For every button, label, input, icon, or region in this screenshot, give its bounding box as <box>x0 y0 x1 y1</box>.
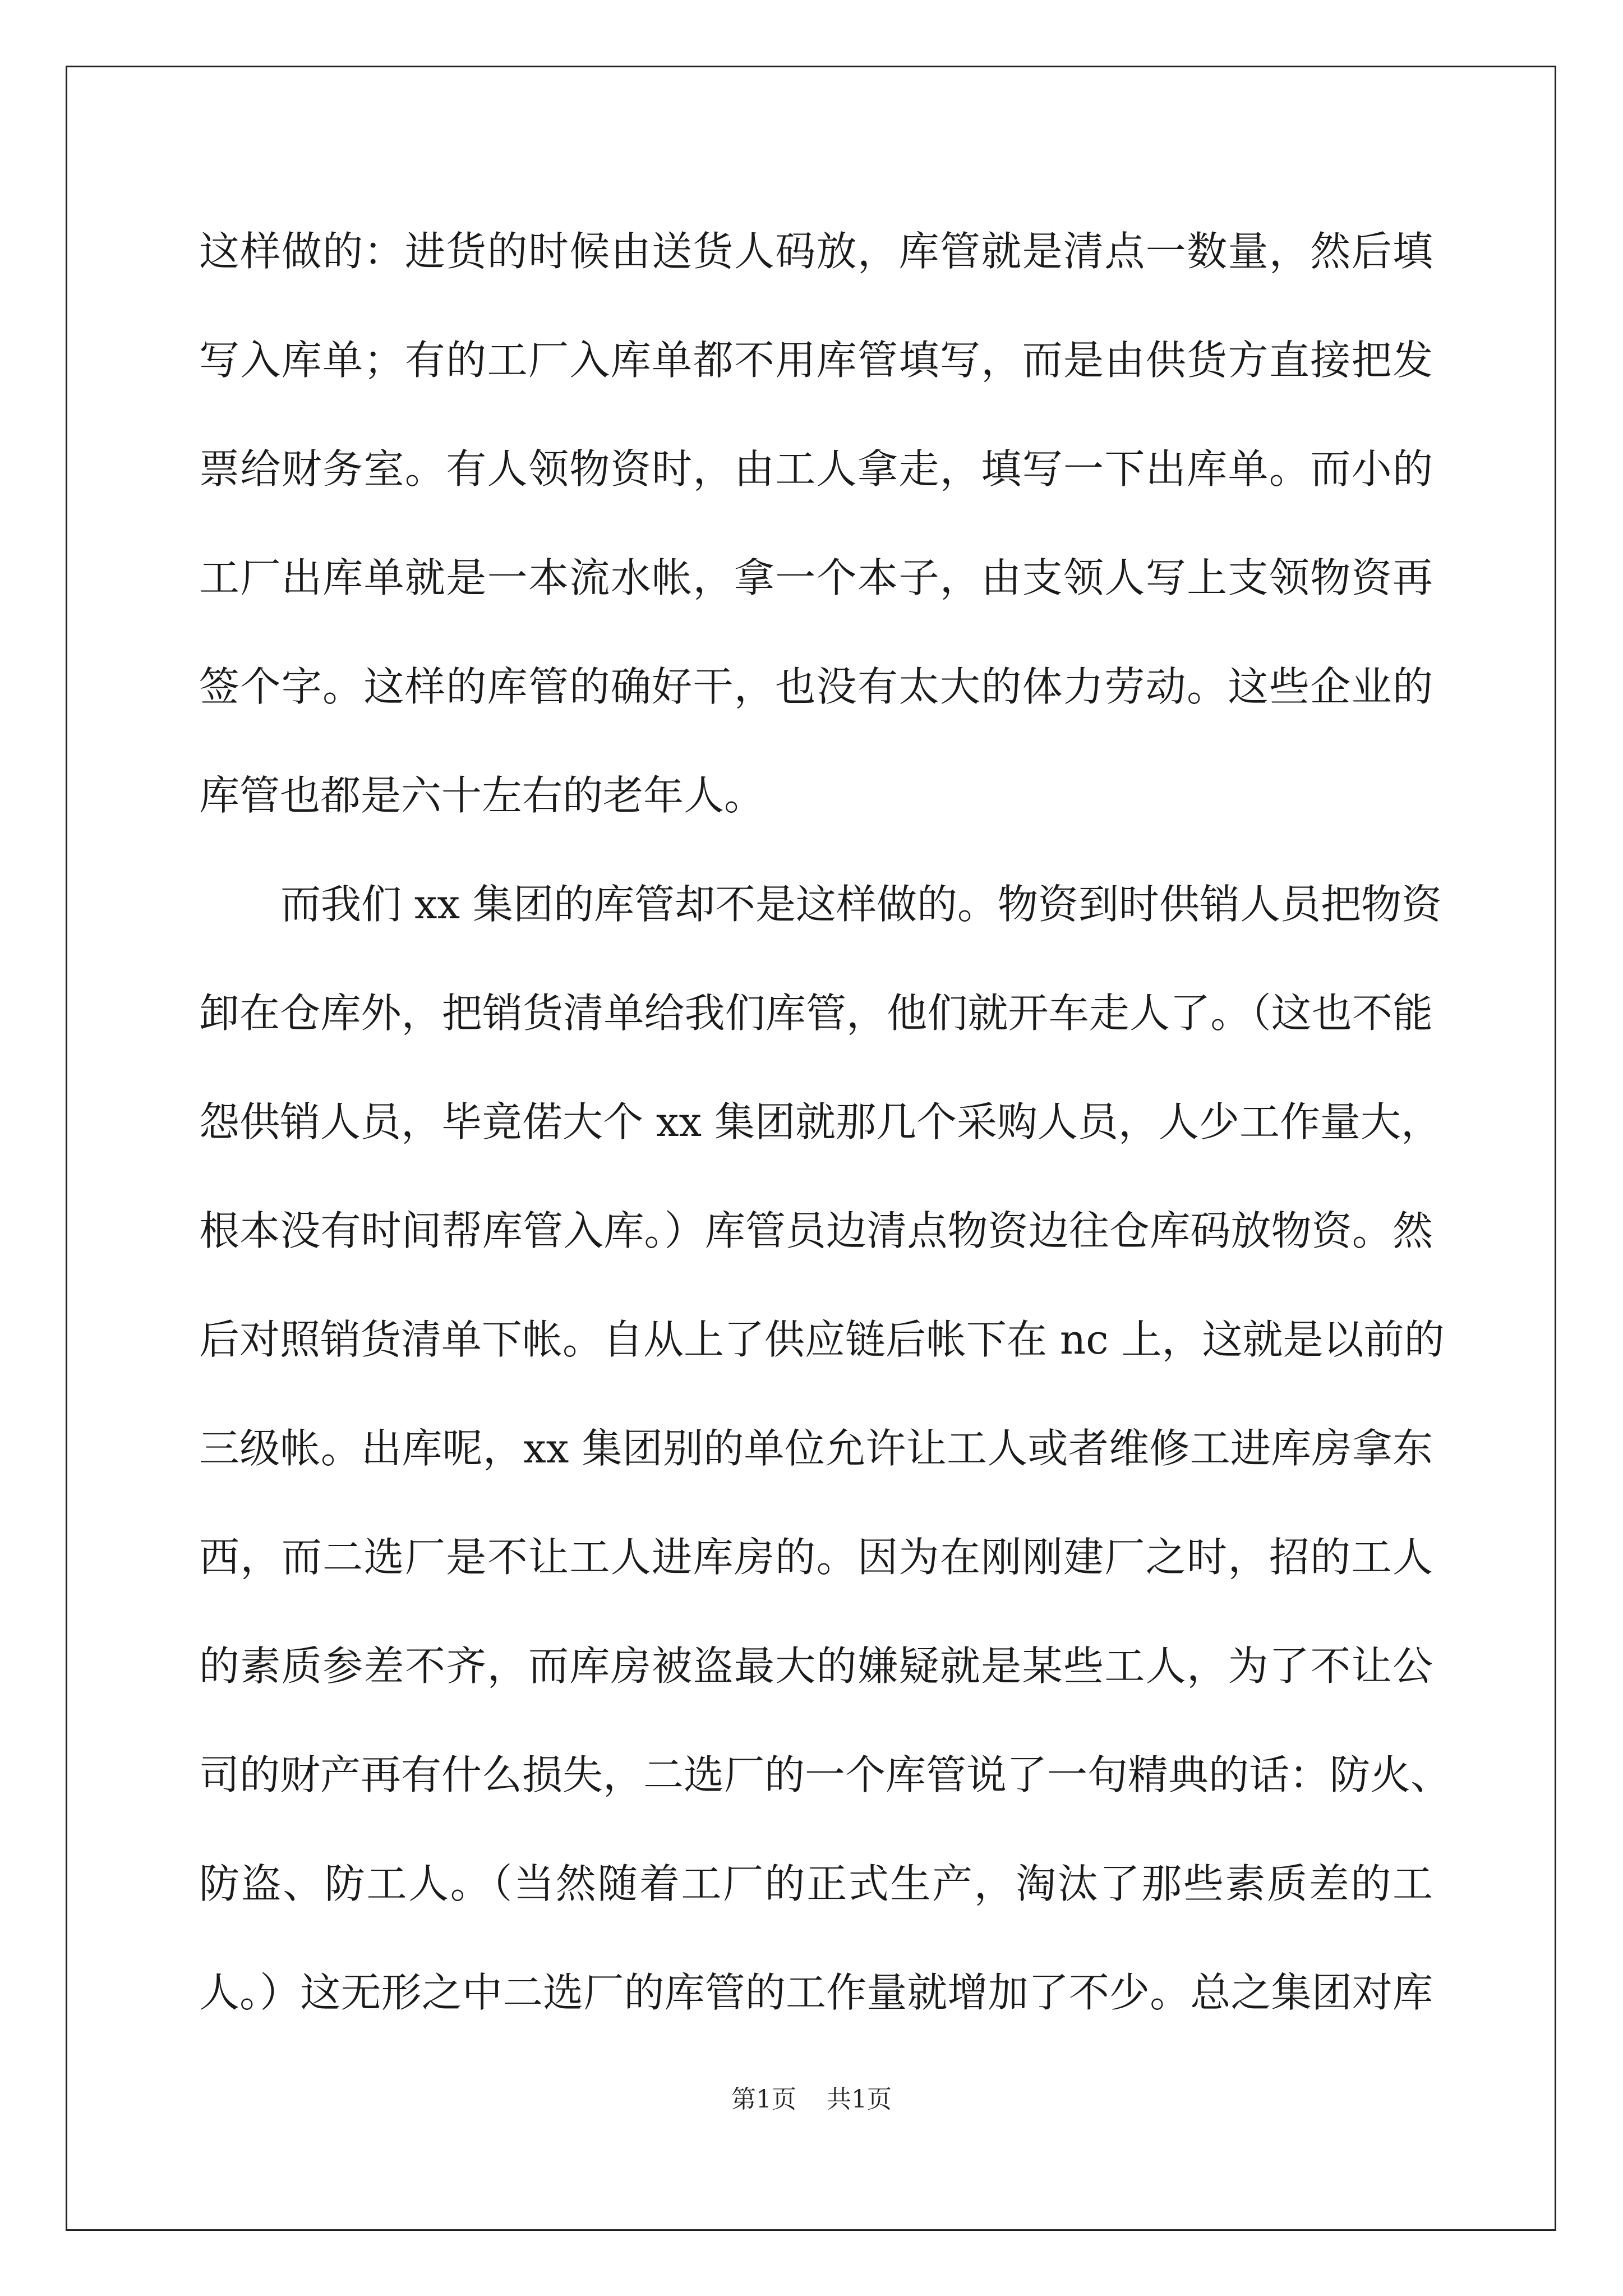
text-line: 三级帐。出库呢，xx 集团别的单位允许让工人或者维修工进库房拿东 <box>199 1425 1433 1472</box>
text-line: 根本没有时间帮库管入库。）库管员边清点物资边往仓库码放物资。然 <box>199 1207 1433 1254</box>
text-line: 票给财务室。有人领物资时，由工人拿走，填写一下出库单。而小的 <box>199 445 1433 493</box>
text-line: 人。）这无形之中二选厂的库管的工作量就增加了不少。总之集团对库 <box>199 1969 1433 2016</box>
text-line: 这样做的：进货的时候由送货人码放，库管就是清点一数量，然后填 <box>199 228 1433 275</box>
text-line: 西，而二选厂是不让工人进库房的。因为在刚刚建厂之时，招的工人 <box>199 1534 1433 1581</box>
text-line: 防盗、防工人。（当然随着工厂的正式生产，淘汰了那些素质差的工 <box>199 1860 1433 1907</box>
page-number-total: 共1页 <box>827 2085 892 2114</box>
text-line: 司的财产再有什么损失，二选厂的一个库管说了一句精典的话：防火、 <box>199 1751 1451 1798</box>
page-footer <box>0 2084 1623 2115</box>
text-line: 卸在仓库外，把销货清单给我们库管，他们就开车走人了。（这也不能 <box>199 990 1433 1037</box>
text-line: 库管也都是六十左右的老年人。 <box>199 772 765 819</box>
text-line: 写入库单；有的工厂入库单都不用库管填写，而是由供货方直接把发 <box>199 337 1433 384</box>
page-number-current: 第1页 <box>731 2085 796 2114</box>
text-line: 怨供销人员，毕竟偌大个 xx 集团就那几个采购人员，人少工作量大， <box>199 1098 1441 1145</box>
text-line: 的素质参差不齐，而库房被盗最大的嫌疑就是某些工人，为了不让公 <box>199 1642 1433 1690</box>
text-line: 工厂出库单就是一本流水帐，拿一个本子，由支领人写上支领物资再 <box>199 554 1433 601</box>
text-line: 后对照销货清单下帐。自从上了供应链后帐下在 nc 上，这就是以前的 <box>199 1316 1445 1363</box>
text-line: 签个字。这样的库管的确好干，也没有太大的体力劳动。这些企业的 <box>199 663 1433 710</box>
paragraph-first-line: 而我们 xx 集团的库管却不是这样做的。物资到时供销人员把物资 <box>280 881 1442 928</box>
